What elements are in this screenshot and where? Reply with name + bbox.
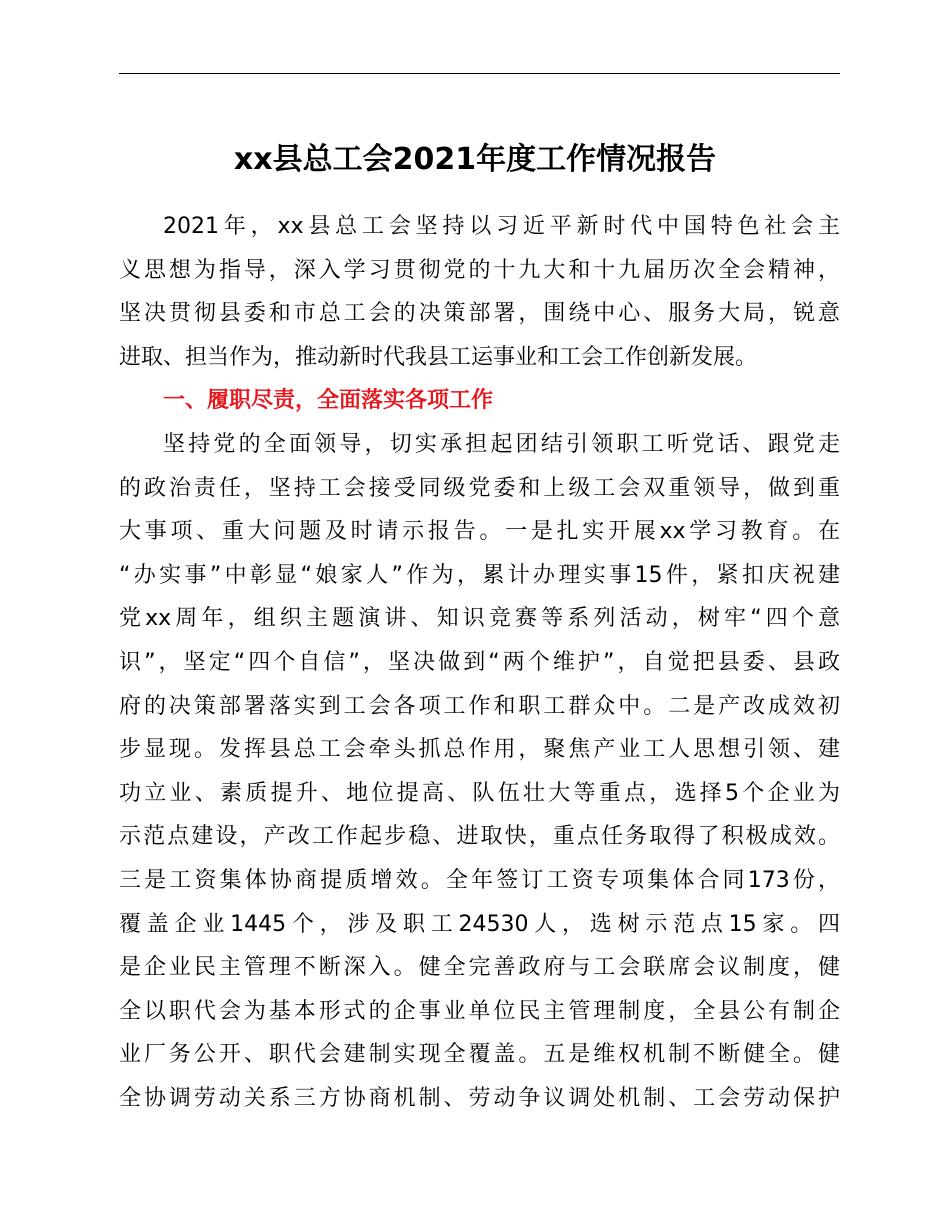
section-1-line-6: 识”，坚定“四个自信”，坚决做到“两个维护”，自觉把县委、县政: [119, 649, 840, 675]
intro-line-2: 义思想为指导，深入学习贯彻党的十九大和十九届历次全会精神，: [119, 257, 840, 283]
section-1-line-2: 的政治责任，坚持工会接受同级党委和上级工会双重领导，做到重: [119, 475, 840, 501]
document-title: xx县总工会2021年度工作情况报告: [233, 142, 717, 177]
section-1-line-11: 三是工资集体协商提质增效。全年签订工资专项集体合同173份，: [119, 867, 840, 893]
section-1-line-12: 覆盖企业1445个，涉及职工24530人，选树示范点15家。四: [119, 911, 840, 937]
section-1-line-8: 步显现。发挥县总工会牵头抓总作用，聚焦产业工人思想引领、建: [119, 737, 840, 763]
section-1-line-5: 党xx周年，组织主题演讲、知识竞赛等系列活动，树牢“四个意: [119, 606, 840, 632]
section-1-line-9: 功立业、素质提升、地位提高、队伍壮大等重点，选择5个企业为: [119, 780, 840, 806]
intro-line-1: 2021年，xx县总工会坚持以习近平新时代中国特色社会主: [163, 214, 840, 239]
section-1-line-1: 坚持党的全面领导，切实承担起团结引领职工听党话、跟党走: [163, 431, 840, 457]
section-1-line-10: 示范点建设，产改工作起步稳、进取快，重点任务取得了积极成效。: [119, 824, 840, 850]
section-1-line-3: 大事项、重大问题及时请示报告。一是扎实开展xx学习教育。在: [119, 519, 840, 545]
document-body: [119, 205, 840, 1120]
section-1-line-13: 是企业民主管理不断深入。健全完善政府与工会联席会议制度，健: [119, 955, 840, 981]
header-rule: [119, 73, 840, 74]
intro-line-4: 进取、担当作为，推动新时代我县工运事业和工会工作创新发展。: [119, 344, 758, 370]
section-1-heading: 一、履职尽责，全面落实各项工作: [163, 388, 494, 414]
section-1-line-15: 业厂务公开、职代会建制实现全覆盖。五是维权机制不断健全。健: [119, 1042, 840, 1068]
section-1-line-4: “办实事”中彰显“娘家人”作为，累计办理实事15件，紧扣庆祝建: [119, 562, 840, 588]
intro-line-3: 坚决贯彻县委和市总工会的决策部署，围绕中心、服务大局，锐意: [119, 301, 840, 327]
section-1-line-14: 全以职代会为基本形式的企事业单位民主管理制度，全县公有制企: [119, 998, 840, 1024]
section-1-line-7: 府的决策部署落实到工会各项工作和职工群众中。二是产改成效初: [119, 693, 840, 719]
section-1-line-16: 全协调劳动关系三方协商机制、劳动争议调处机制、工会劳动保护: [119, 1085, 840, 1111]
